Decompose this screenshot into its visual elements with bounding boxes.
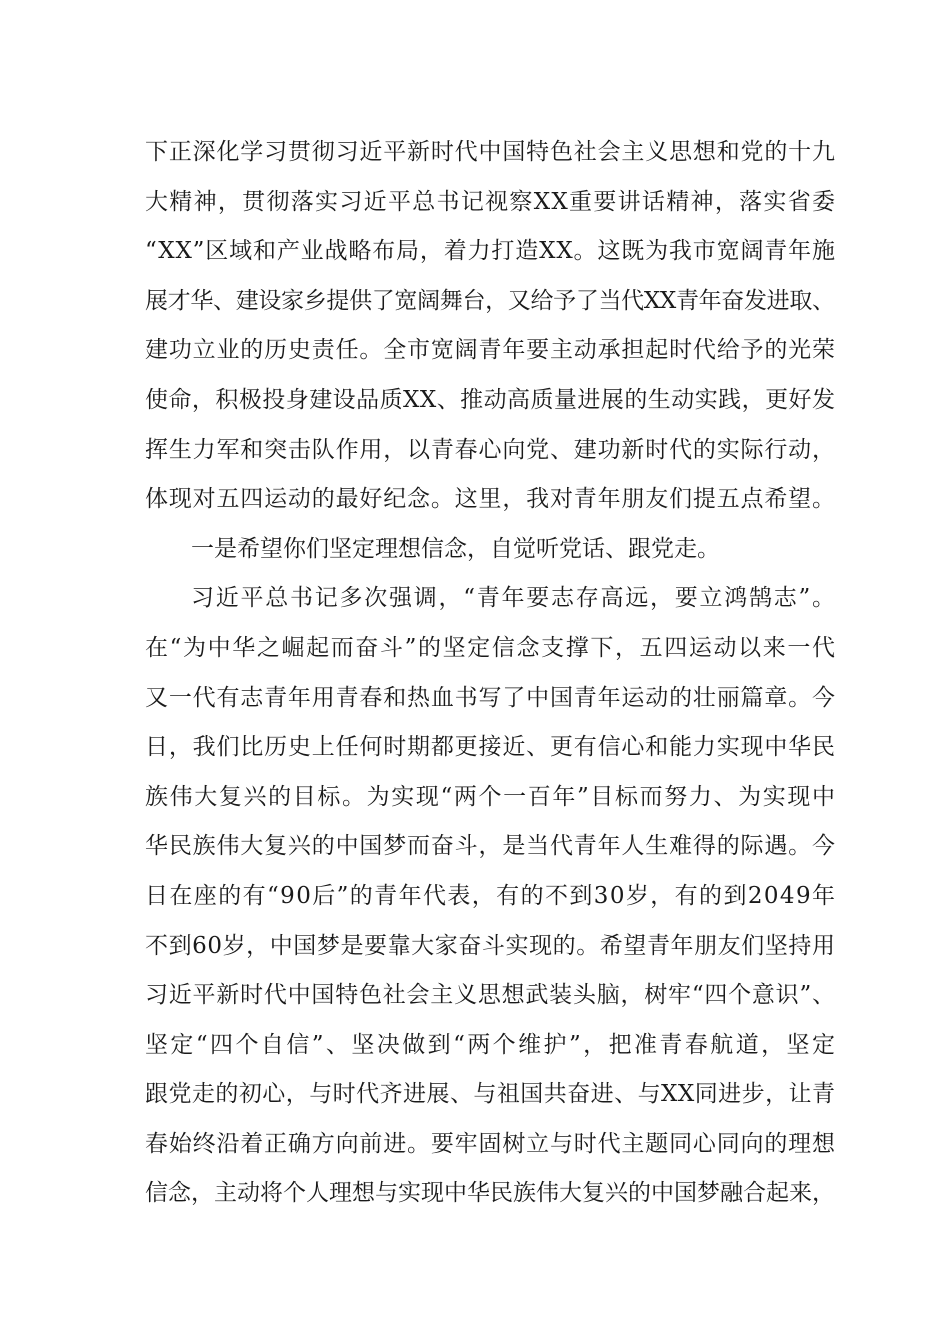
text-line: 信念，主动将个人理想与实现中华民族伟大复兴的中国梦融合起来，	[145, 1180, 835, 1207]
text-line: 跟党走的初心，与时代齐进展、与祖国共奋进、与XX同进步，让青	[145, 1081, 836, 1108]
text-line: 又一代有志青年用青春和热血书写了中国青年运动的壮丽篇章。今	[145, 684, 836, 711]
text-line: 体现对五四运动的最好纪念。这里，我对青年朋友们提五点希望。	[145, 486, 836, 513]
text-line: 在“为中华之崛起而奋斗”的坚定信念支撑下，五四运动以来一代	[145, 634, 837, 661]
text-line: 春始终沿着正确方向前进。要牢固树立与时代主题同心同向的理想	[145, 1130, 836, 1157]
text-line: 日，我们比历史上任何时期都更接近、更有信心和能力实现中华民	[145, 734, 836, 761]
text-line: 坚定“四个自信”、坚决做到“两个维护”，把准青春航道，坚定	[145, 1031, 838, 1058]
text-line: 大精神，贯彻落实习近平总书记视察XX重要讲话精神，落实省委	[145, 188, 837, 215]
text-line: 族伟大复兴的目标。为实现“两个一百年”目标而努力、为实现中	[145, 783, 837, 810]
text-line: “XX”区域和产业战略布局，着力打造XX。这既为我市宽阔青年施	[145, 238, 836, 265]
text-line: 使命，积极投身建设品质XX、推动高质量进展的生动实践，更好发	[145, 386, 836, 413]
text-line: 不到60岁，中国梦是要靠大家奋斗实现的。希望青年朋友们坚持用	[145, 932, 836, 959]
text-line: 习近平总书记多次强调，“青年要志存高远，要立鸿鹄志”。	[191, 585, 837, 612]
text-line: 挥生力军和突击队作用，以青春心向党、建功新时代的实际行动，	[145, 436, 836, 463]
body-text	[145, 128, 838, 1219]
text-line: 展才华、建设家乡提供了宽阔舞台，又给予了当代XX青年奋发进取、	[145, 287, 835, 314]
text-line: 华民族伟大复兴的中国梦而奋斗，是当代青年人生难得的际遇。今	[145, 833, 836, 860]
text-line: 一是希望你们坚定理想信念，自觉听党话、跟党走。	[191, 535, 720, 562]
text-line: 下正深化学习贯彻习近平新时代中国特色社会主义思想和党的十九	[145, 139, 836, 165]
text-line: 习近平新时代中国特色社会主义思想武装头脑，树牢“四个意识”、	[145, 982, 836, 1009]
text-line: 建功立业的历史责任。全市宽阔青年要主动承担起时代给予的光荣	[145, 337, 836, 364]
text-line: 日在座的有“90后”的青年代表，有的不到30岁，有的到2049年	[145, 882, 837, 909]
